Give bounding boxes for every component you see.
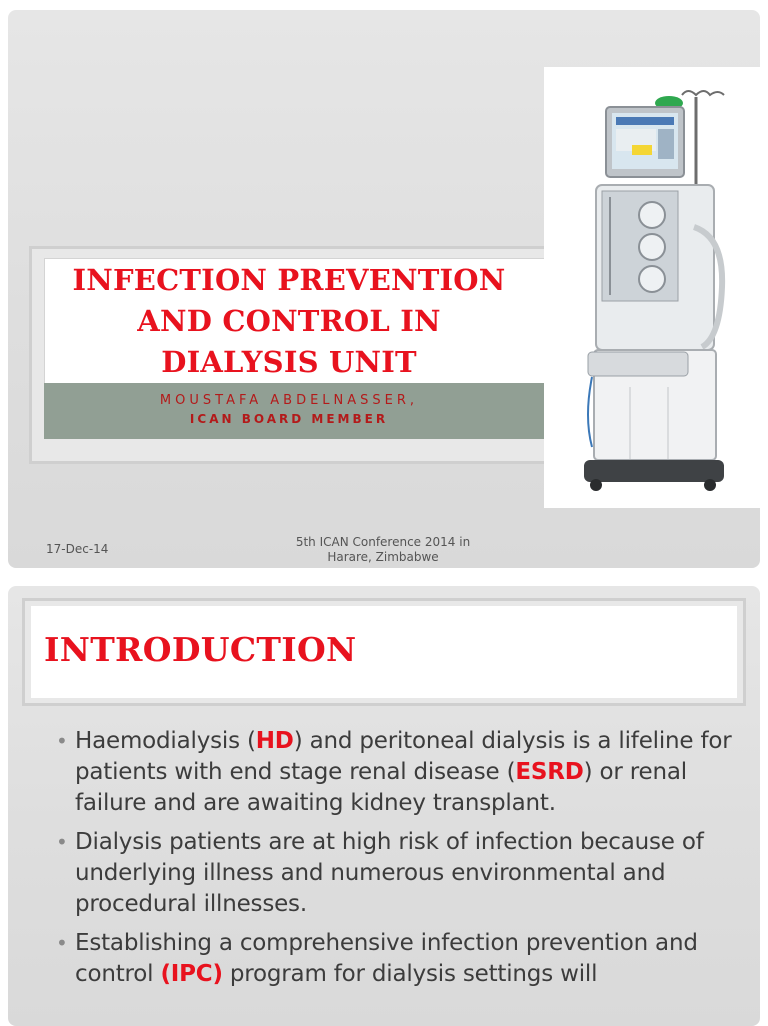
bullet-list	[52, 726, 732, 998]
author-name: MOUSTAFA ABDELNASSER,	[159, 393, 419, 408]
slide-date: 17-Dec-14	[46, 542, 109, 556]
highlight-text: HD	[255, 728, 294, 754]
subtitle-band	[44, 383, 579, 439]
bullet-dot-icon: •	[56, 931, 68, 955]
bullet-dot-icon: •	[56, 729, 68, 753]
bullet-item	[52, 928, 732, 990]
bullet-text: ) and peritoneal dialysis is a lifeline for patients with end stage renal disease (	[75, 728, 732, 785]
introduction-slide	[8, 586, 760, 1026]
bullet-text: Establishing a comprehensive infection prevention and control	[75, 930, 698, 987]
bullet-item	[52, 827, 732, 920]
bullet-text: program for dialysis settings will	[222, 961, 598, 987]
highlight-text: (IPC)	[160, 961, 223, 987]
dialysis-machine-image	[544, 67, 760, 508]
bullet-dot-icon: •	[56, 830, 68, 854]
title-slide	[8, 10, 760, 568]
slide-title	[44, 260, 534, 383]
title-line: DIALYSIS UNIT	[161, 345, 417, 379]
conference-line: 5th ICAN Conference 2014 in	[295, 535, 471, 549]
bullet-text: Haemodialysis (	[75, 728, 256, 754]
bullet-text: Dialysis patients are at high risk of infection because of underlying illness and numerous environmental and procedural illnesses.	[75, 829, 704, 917]
highlight-text: ESRD	[515, 759, 584, 785]
title-line: INFECTION PREVENTION	[72, 263, 506, 297]
bullet-item	[52, 726, 732, 819]
title-line: AND CONTROL IN	[137, 304, 441, 338]
slide-heading: INTRODUCTION	[44, 630, 357, 669]
bullet-text: ) or renal failure and are awaiting kidney transplant.	[75, 759, 687, 816]
conference-line: Harare, Zimbabwe	[327, 550, 439, 564]
conference-footer	[278, 535, 488, 565]
author-role: ICAN BOARD MEMBER	[189, 412, 389, 426]
